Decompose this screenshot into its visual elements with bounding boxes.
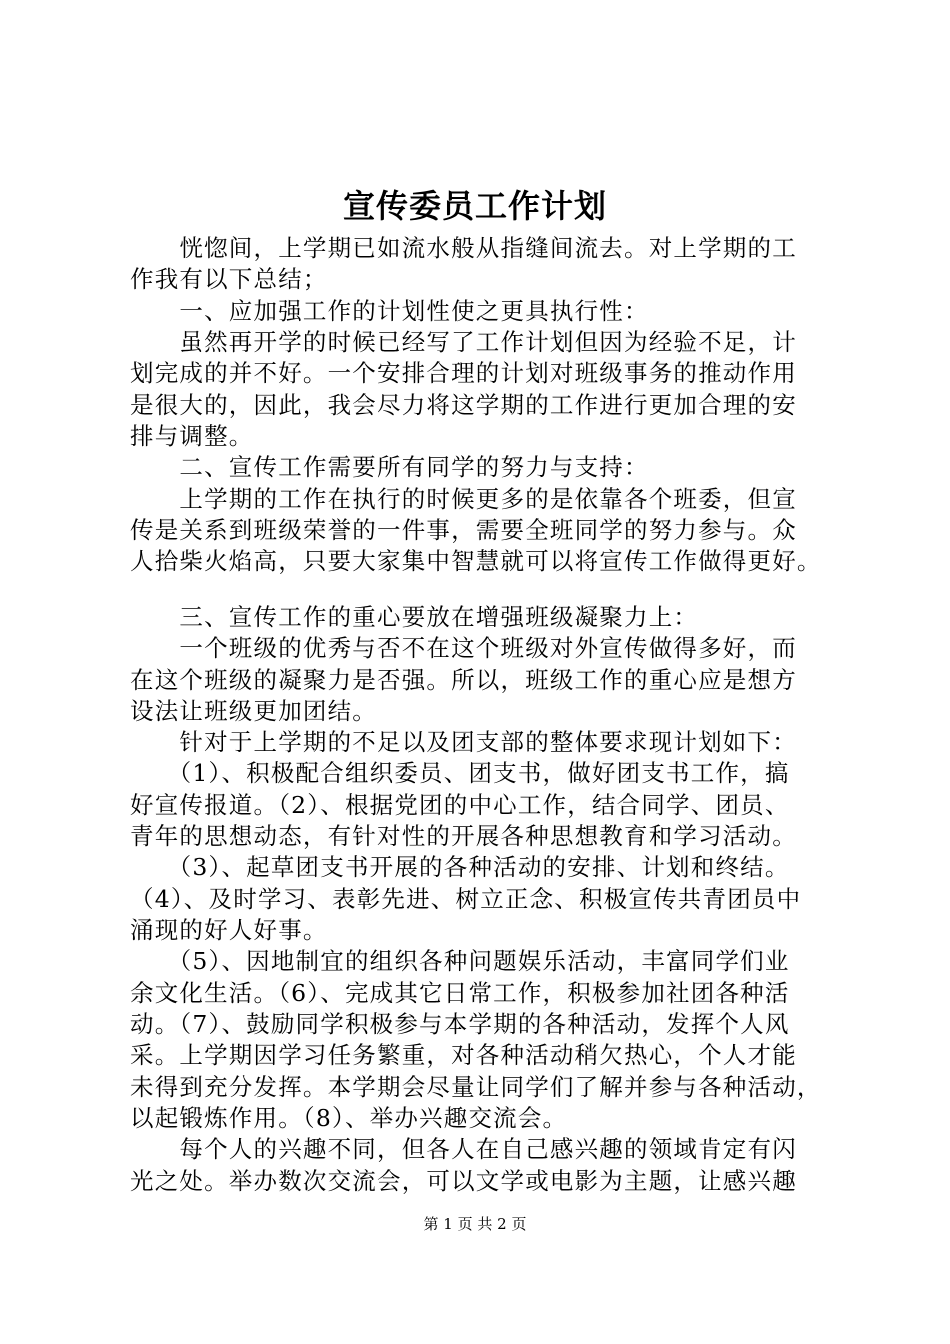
body-line: 作我有以下总结； (130, 265, 328, 293)
body-line: 青年的思想动态，有针对性的开展各种思想教育和学习活动。 (130, 822, 797, 850)
body-line: 余文化生活。（6）、完成其它日常工作，积极参加社团各种活 (130, 979, 790, 1007)
body-line: （4）、及时学习、表彰先进、树立正念、积极宣传共青团员中 (130, 885, 802, 913)
body-line: 上学期的工作在执行的时候更多的是依靠各个班委，但宣 (130, 485, 797, 513)
body-line: 划完成的并不好。一个安排合理的计划对班级事务的推动作用 (130, 359, 797, 387)
body-line: （1）、积极配合组织委员、团支书，做好团支书工作，搞 (130, 759, 790, 787)
page-number: 第 1 页 共 2 页 (423, 1215, 527, 1233)
document-title: 宣传委员工作计划 (342, 187, 607, 225)
body-line: 排与调整。 (130, 422, 254, 450)
body-line: 针对于上学期的不足以及团支部的整体要求现计划如下： (130, 728, 797, 756)
body-line: 一个班级的优秀与否不在这个班级对外宣传做得多好，而 (130, 634, 797, 662)
body-line: 动。（7）、鼓励同学积极参与本学期的各种活动，发挥个人风 (130, 1010, 790, 1038)
body-line: 恍惚间，上学期已如流水般从指缝间流去。对上学期的工 (130, 234, 797, 262)
body-line: （3）、起草团支书开展的各种活动的安排、计划和终结。 (130, 853, 790, 881)
body-line: 未得到充分发挥。本学期会尽量让同学们了解并参与各种活动， (130, 1073, 822, 1101)
body-line: 以起锻炼作用。（8）、举办兴趣交流会。 (130, 1104, 568, 1132)
body-line: （5）、因地制宜的组织各种问题娱乐活动，丰富同学们业 (130, 947, 790, 975)
body-line: 光之处。举办数次交流会，可以文学或电影为主题，让感兴趣 (130, 1167, 797, 1195)
body-line: 每个人的兴趣不同，但各人在自己感兴趣的领域肯定有闪 (130, 1135, 797, 1163)
section-heading-1: 一、应加强工作的计划性使之更具执行性： (130, 297, 649, 325)
body-line: 虽然再开学的时候已经写了工作计划但因为经验不足，计 (130, 328, 797, 356)
body-line: 采。上学期因学习任务繁重，对各种活动稍欠热心，个人才能 (130, 1041, 797, 1069)
body-line: 是很大的，因此，我会尽力将这学期的工作进行更加合理的安 (130, 391, 797, 419)
body-line: 涌现的好人好事。 (130, 916, 328, 944)
body-line: 人拾柴火焰高，只要大家集中智慧就可以将宣传工作做得更好。 (130, 547, 822, 575)
body-line: 好宣传报道。（2）、根据党团的中心工作，结合同学、团员、 (130, 791, 790, 819)
section-heading-2: 二、宣传工作需要所有同学的努力与支持： (130, 453, 649, 481)
section-heading-3: 三、宣传工作的重心要放在增强班级凝聚力上： (130, 603, 699, 631)
body-line: 设法让班级更加团结。 (130, 697, 377, 725)
body-line: 在这个班级的凝聚力是否强。所以，班级工作的重心应是想方 (130, 666, 797, 694)
body-line: 传是关系到班级荣誉的一件事，需要全班同学的努力参与。众 (130, 516, 797, 544)
